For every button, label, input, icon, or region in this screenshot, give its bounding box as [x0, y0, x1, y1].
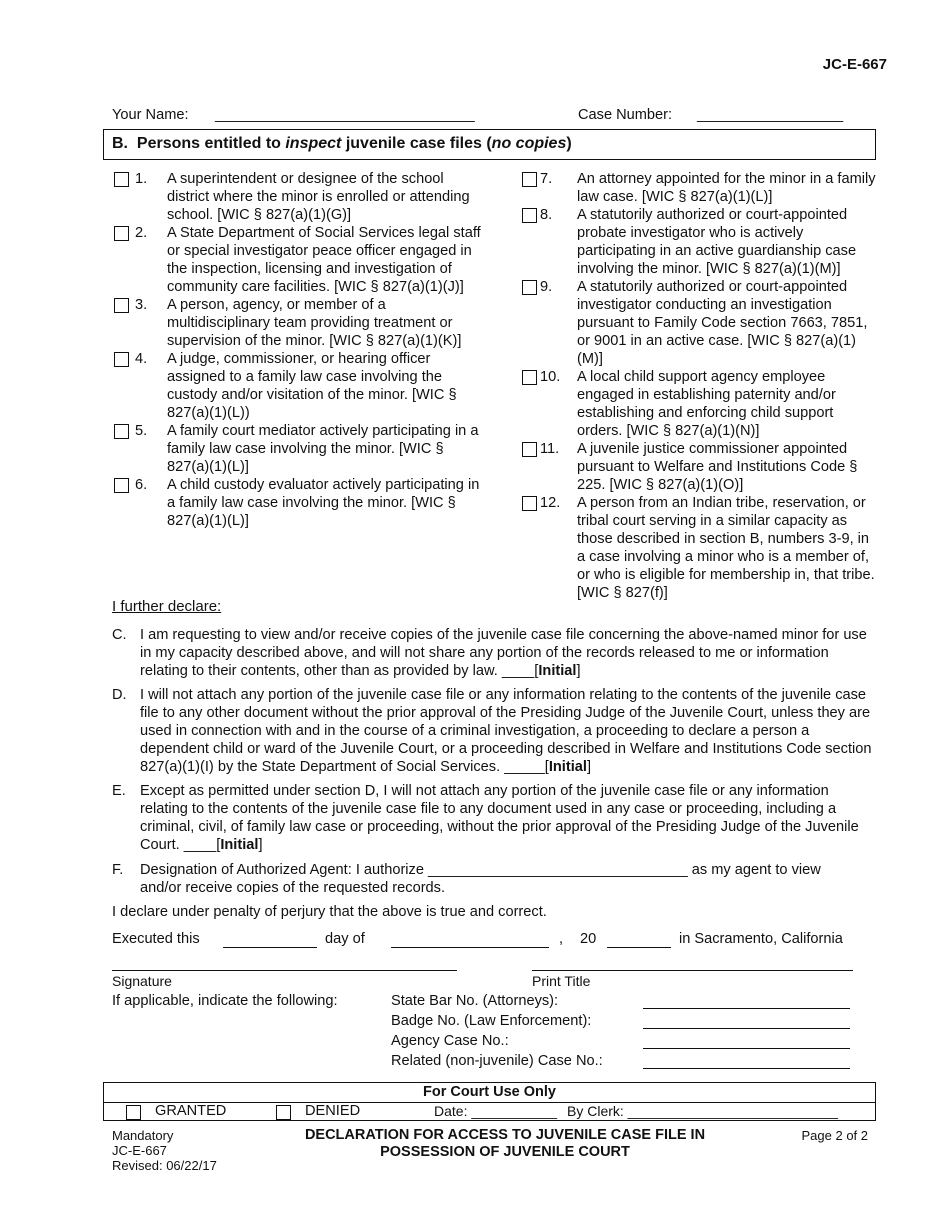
header-row — [112, 107, 872, 127]
checkbox[interactable] — [522, 172, 537, 187]
list-item: 7. An attorney appointed for the minor in a family law case. [WIC § 827(a)(1)(L)] — [520, 170, 880, 206]
right-item-list — [520, 170, 880, 602]
related-case-label: Related (non-juvenile) Case No.: — [391, 1053, 603, 1069]
case-number-label: Case Number: — [578, 107, 673, 123]
year-prefix: 20 — [580, 931, 597, 947]
executed-row — [112, 931, 872, 951]
checkbox[interactable] — [522, 370, 537, 385]
paragraph-e: E. Except as permitted under section D, I will not attach any portion of the juvenile case file or any information relating to the contents of the juvenile case file to any document used in any case or proceeding, including a criminal, civil, of family law case or proceeding, without the prior approval of the Presiding Judge of the Juvenile Court. ____[Initial] — [112, 783, 859, 853]
section-b-header — [103, 129, 876, 160]
further-declare-heading: I further declare: — [112, 598, 222, 615]
list-item: 3. A person, agency, or member of a multidisciplinary team providing treatment or supervision of the minor. [WIC § 827(a)(1)(K)] — [112, 296, 482, 350]
page-number: Page 2 of 2 — [801, 1128, 868, 1143]
agency-case-field[interactable] — [643, 1048, 850, 1049]
executed-day-field[interactable] — [223, 947, 317, 948]
paragraph-c: C. I am requesting to view and/or receive copies of the juvenile case file concerning the above-named minor for use in my capacity described above, and will not share any portion of the records released to me or information relating to their contents, other than as provided by law. ____[Initial] — [112, 627, 867, 679]
agency-case-label: Agency Case No.: — [391, 1033, 509, 1049]
badge-label: Badge No. (Law Enforcement): — [391, 1013, 592, 1029]
list-item: 5. A family court mediator actively participating in a family law case involving the minor. [WIC § 827(a)(1)(L)] — [112, 422, 482, 476]
name-label: Your Name: — [112, 107, 189, 123]
granted-label: GRANTED — [155, 1103, 227, 1119]
footer-title: DECLARATION FOR ACCESS TO JUVENILE CASE FILE IN POSSESSION OF JUVENILE COURT — [304, 1127, 706, 1160]
print-title-label: Print Title — [532, 973, 591, 989]
checkbox[interactable] — [522, 496, 537, 511]
list-item: 2. A State Department of Social Services legal staff or special investigator peace officer engaged in the inspection, licensing and investigation of community care facilities. [WIC § 827(a)(1)(J)] — [112, 224, 482, 296]
list-item: 9. A statutorily authorized or court-appointed investigator conducting an investigation pursuant to Family Code section 7663, 7851, or 9001 in an active case. [WIC § 827(a)(1)(M)] — [520, 278, 880, 368]
checkbox[interactable] — [114, 352, 129, 367]
paragraph-f: F. Designation of Authorized Agent: I authorize ________________________________ as my agent to view and/or receive copies of the requested records. — [112, 862, 821, 896]
list-item: 8. A statutorily authorized or court-appointed probate investigator who is actively participating in an active guardianship case involving the minor. [WIC § 827(a)(1)(M)] — [520, 206, 880, 278]
if-applicable-label: If applicable, indicate the following: — [112, 993, 338, 1009]
perjury-statement: I declare under penalty of perjury that the above is true and correct. — [112, 904, 547, 920]
clerk-field[interactable]: By Clerk: ___________________________ — [567, 1103, 838, 1119]
checkbox[interactable] — [114, 424, 129, 439]
checkbox[interactable] — [114, 478, 129, 493]
checkbox[interactable] — [522, 442, 537, 457]
executed-year-field[interactable] — [607, 947, 671, 948]
related-case-field[interactable] — [643, 1068, 850, 1069]
checkbox[interactable] — [114, 298, 129, 313]
state-bar-field[interactable] — [643, 1008, 850, 1009]
list-item: 4. A judge, commissioner, or hearing officer assigned to a family law case involving the custody and/or visitation of the minor. [WIC § 827(a)(1)(L)) — [112, 350, 482, 422]
list-item: 1. A superintendent or designee of the school district where the minor is enrolled or attending school. [WIC § 827(a)(1)(G)] — [112, 170, 482, 224]
day-of-label: day of — [325, 931, 365, 947]
paragraph-d: D. I will not attach any portion of the juvenile case file or any information relating to the contents of the juvenile case file to any other document without the prior approval of the Presiding Judge of the Juvenile Court, unless they are used in connection with and in the course of a criminal investigation, a proceeding to declare a person a dependent child or ward of the Juvenile Court, or a proceeding described in Welfare and Institutions Code section 827(a)(1)(I) by the State Department of Social Services. _____[Initial] — [112, 687, 872, 775]
section-b-title: B. Persons entitled to inspect juvenile case files (no copies) — [112, 135, 572, 152]
date-field[interactable]: Date: ___________ — [434, 1103, 557, 1119]
print-title-line[interactable] — [532, 970, 853, 971]
denied-checkbox[interactable] — [276, 1105, 291, 1120]
checkbox[interactable] — [114, 172, 129, 187]
initial-label: Initial — [548, 759, 587, 775]
checkbox[interactable] — [522, 208, 537, 223]
executed-month-field[interactable] — [391, 947, 549, 948]
location-text: in Sacramento, California — [679, 931, 843, 947]
granted-checkbox[interactable] — [126, 1105, 141, 1120]
form-id: JC-E-667 — [822, 56, 887, 73]
signature-line[interactable] — [112, 970, 457, 971]
list-item: 12. A person from an Indian tribe, reservation, or tribal court serving in a similar capacity as those described in section B, numbers 3-9, in a case involving a minor who is a member of, or who is eligible for membership in, that tribe. [WIC § 827(f)] — [520, 494, 880, 602]
executed-label: Executed this — [112, 931, 200, 947]
case-number-field[interactable]: __________________ — [697, 107, 844, 123]
signature-label: Signature — [112, 973, 172, 989]
checkbox[interactable] — [114, 226, 129, 241]
badge-field[interactable] — [643, 1028, 850, 1029]
initial-label: Initial — [538, 663, 577, 679]
court-use-title: For Court Use Only — [423, 1084, 556, 1100]
name-field[interactable]: ________________________________ — [215, 107, 475, 123]
comma: , — [559, 931, 564, 947]
court-use-box — [103, 1082, 876, 1121]
state-bar-label: State Bar No. (Attorneys): — [391, 993, 559, 1009]
list-item: 10. A local child support agency employee engaged in establishing paternity and/or establishing and enforcing child support orders. [WIC § 827(a)(1)(N)] — [520, 368, 880, 440]
footer-left: Mandatory JC-E-667 Revised: 06/22/17 — [112, 1128, 217, 1173]
denied-label: DENIED — [305, 1103, 361, 1119]
left-item-list — [112, 170, 482, 530]
list-item: 11. A juvenile justice commissioner appointed pursuant to Welfare and Institutions Code § 225. [WIC § 827(a)(1)(O)] — [520, 440, 880, 494]
list-item: 6. A child custody evaluator actively participating in a family law case involving the minor. [WIC § 827(a)(1)(L)] — [112, 476, 482, 530]
checkbox[interactable] — [522, 280, 537, 295]
initial-label: Initial — [220, 837, 259, 853]
